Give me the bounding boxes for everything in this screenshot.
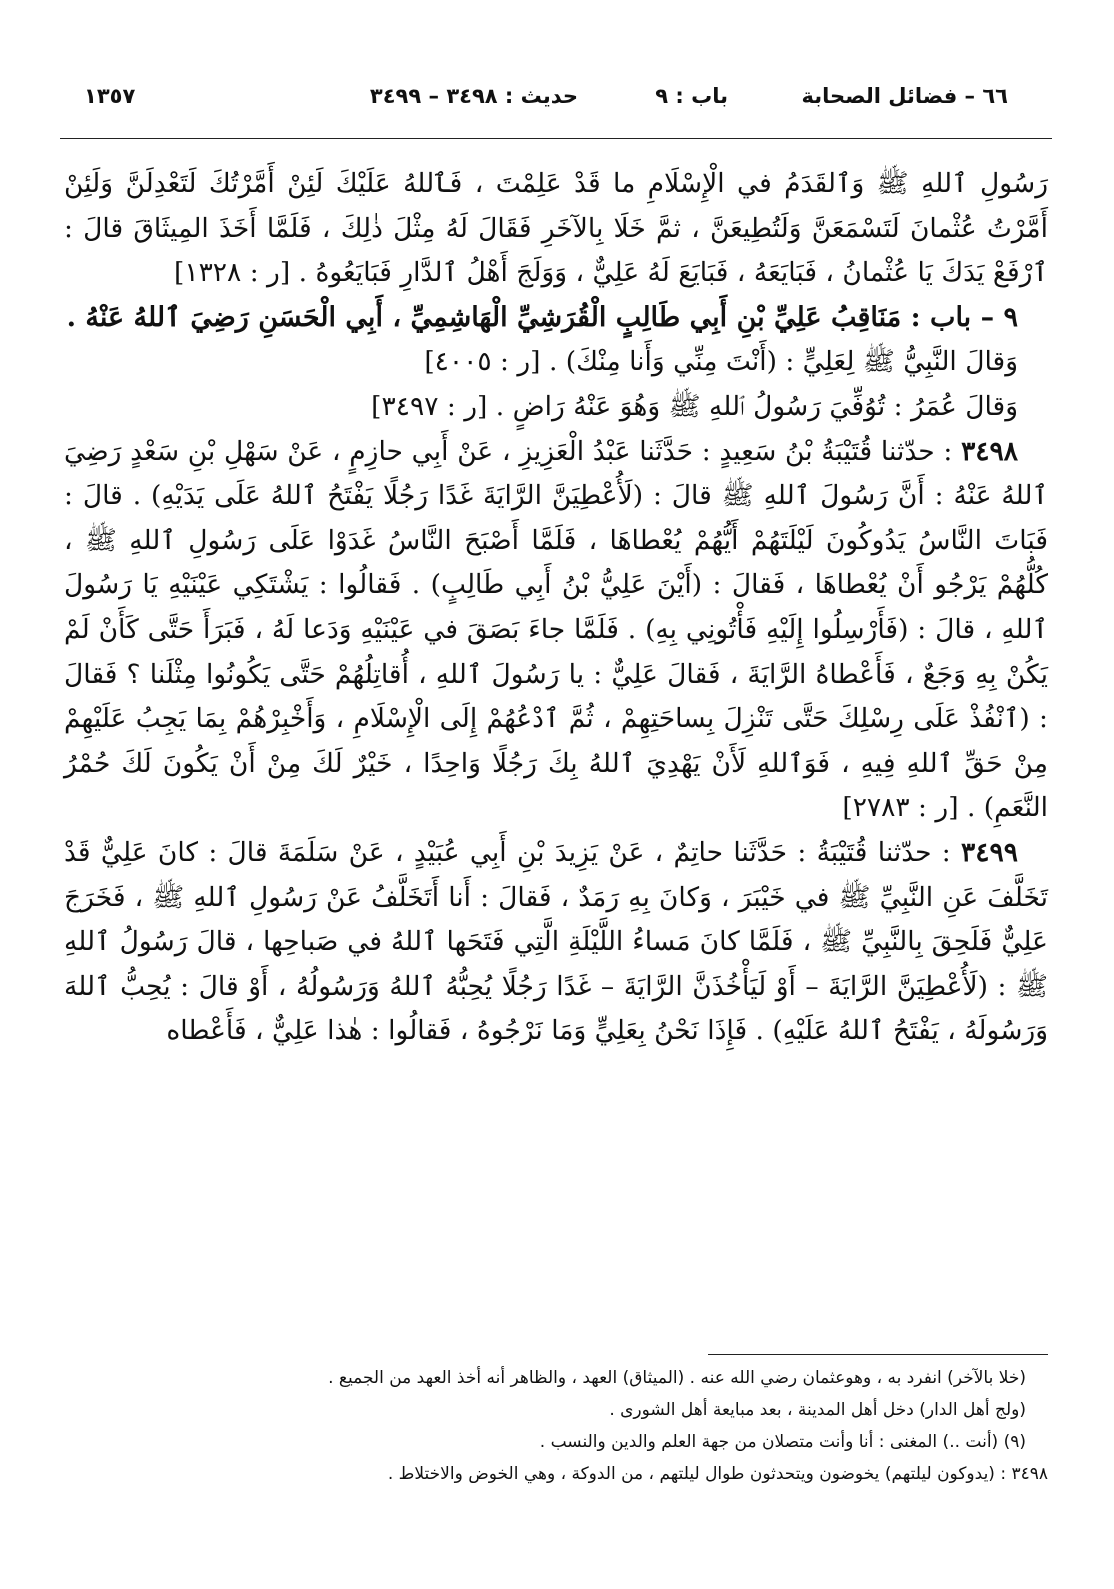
running-header xyxy=(64,80,1048,118)
quote-line: وَقالَ النَّبِيُّ ﷺ لِعَلِيٍّ : (أَنْتَ مِنِّي وَأَنا مِنْكَ) . [ر : ٤٠٠٥] xyxy=(424,346,1018,378)
footnotes xyxy=(64,1362,1048,1490)
footnote: (ولج أهل الدار) دخل أهل المدينة ، بعد مبايعة أهل الشورى . xyxy=(609,1400,1026,1420)
page-number: ١٣٥٧ xyxy=(84,84,136,108)
footnote: (خلا بالآخر) انفرد به ، وهوعثمان رضي الله عنه . (الميثاق) العهد ، والظاهر أنه أخذ العهد من الجميع . xyxy=(328,1368,1026,1388)
continuation-paragraph: رَسُولِ ٱللهِ ﷺ وَٱلقَدَمُ في الْإِسْلَامِ ما قَدْ عَلِمْتَ ، فَٱللهُ عَلَيْكَ لَئِنْ أَمَّرْتُكَ لَتَعْدِلَنَّ وَلَئِنْ أَمَّرْتُ عُثْمانَ لَتَسْمَعَنَّ وَلَتُطِيعَنَّ ، ثمَّ خَلَا بِالآخَرِ فَقَالَ لَهُ مِثْلَ ذٰلِكَ ، فَلَمَّا أَخَذَ المِيثَاقَ قالَ : ٱرْفَعْ يَدَكَ يَا عُثْمانُ ، فَبَايَعَهُ ، فَبَايَعَ لَهُ عَلِيٌّ ، وَوَلَجَ أَهْلُ ٱلدَّارِ فَبَايَعُوهُ . [ر : ١٣٢٨] xyxy=(64,168,1048,289)
footnote: (٩) (أنت ..) المغنى : أنا وأنت متصلان من جهة العلم والدين والنسب . xyxy=(539,1432,1026,1452)
hadith-3498 xyxy=(64,430,1048,831)
footnote: ٣٤٩٨ : (يدوكون ليلتهم) يخوضون ويتحدثون طوال ليلتهم ، من الدوكة ، وهي الخوض والاختلاط . xyxy=(387,1464,1048,1484)
header-chapter-title: ٦٦ – فضائل الصحابة xyxy=(801,84,1008,108)
quote-line: وَقالَ عُمَرُ : تُوُفِّيَ رَسُولُ ٱللهِ ﷺ وَهُوَ عَنْهُ رَاضٍ . [ر : ٣٤٩٧] xyxy=(371,390,1018,422)
header-hadith-range: حديث : ٣٤٩٨ – ٣٤٩٩ xyxy=(369,84,578,108)
header-bab-number: باب : ٩ xyxy=(655,84,728,108)
hadith-text: : حدّثنا قُتَيْبَةُ : حَدَّثَنا حاتِمٌ ، عَنْ يَزِيدَ بْنِ أَبِي عُبَيْدٍ ، عَنْ سَلَمَةَ قالَ : كانَ عَلِيٌّ قَدْ تَخَلَّفَ عَنِ النَّبِيِّ ﷺ في خَيْبَرَ ، وَكانَ بِهِ رَمَدٌ ، فَقالَ : أَنا أَتَخَلَّفُ عَنْ رَسُولِ ٱللهِ ﷺ ، فَخَرَجَ عَلِيٌّ فَلَحِقَ بِالنَّبِيِّ ﷺ ، فَلَمَّا كانَ مَساءُ اللَّيْلَةِ الَّتِي فَتَحَها ٱللهُ في صَباحِها ، قالَ رَسُولُ ٱللهِ ﷺ : (لَأُعْطِيَنَّ الرَّايَةَ – أَوْ لَيَأْخُذَنَّ الرَّايَةَ – غَدًا رَجُلًا يُحِبُّهُ ٱللهُ وَرَسُولُهُ ، أَوْ قالَ : يُحِبُّ ٱللهَ وَرَسُولَهُ ، يَفْتَحُ ٱللهُ عَلَيْهِ) . فَإِذَا نَحْنُ بِعَلِيٍّ وَمَا نَرْجُوهُ ، فَقالُوا : هٰذا عَلِيٌّ ، فَأَعْطاه xyxy=(64,836,1048,1047)
hadith-number: ٣٤٩٨ xyxy=(961,435,1018,467)
hadith-number: ٣٤٩٩ xyxy=(961,836,1018,868)
main-text xyxy=(64,162,1048,1054)
chapter-title: ٩ – باب : مَنَاقِبُ عَلِيِّ بْنِ أَبِي طَالِبٍ الْقُرَشِيِّ الْهَاشِمِيِّ ، أَبِي الْحَسَنِ رَضِيَ ٱللهُ عَنْهُ . xyxy=(66,301,1018,333)
footnote-divider xyxy=(708,1354,1048,1355)
header-divider xyxy=(60,138,1052,139)
hadith-3499 xyxy=(64,831,1048,1054)
hadith-text: : حدّثنا قُتَيْبَةُ بْنُ سَعِيدٍ : حَدَّثَنا عَبْدُ الْعَزِيزِ ، عَنْ أَبِي حازِمٍ ، عَنْ سَهْلِ بْنِ سَعْدٍ رَضِيَ ٱللهُ عَنْهُ : أَنَّ رَسُولَ ٱللهِ ﷺ قالَ : (لَأُعْطِيَنَّ الرَّايَةَ غَدًا رَجُلًا يَفْتَحُ ٱللهُ عَلَى يَدَيْهِ) . قالَ : فَبَاتَ النَّاسُ يَدُوكُونَ لَيْلَتَهُمْ أَيُّهُمْ يُعْطاهَا ، فَلَمَّا أَصْبَحَ النَّاسُ غَدَوْا عَلَى رَسُولِ ٱللهِ ﷺ ، كُلُّهُمْ يَرْجُو أَنْ يُعْطاهَا ، فَقالَ : (أَيْنَ عَلِيُّ بْنُ أَبِي طَالِبٍ) . فَقالُوا : يَشْتَكِي عَيْنَيْهِ يَا رَسُولَ ٱللهِ ، قالَ : (فَأَرْسِلُوا إِلَيْهِ فَأْتُونِي بِهِ) . فَلَمَّا جاءَ بَصَقَ في عَيْنَيْهِ وَدَعا لَهُ ، فَبَرَأَ حَتَّى كَأَنْ لَمْ يَكُنْ بِهِ وَجَعٌ ، فَأَعْطاهُ الرَّايَةَ ، فَقالَ عَلِيٌّ : يا رَسُولَ ٱللهِ ، أُقاتِلُهُمْ حَتَّى يَكُونُوا مِثْلَنا ؟ فَقالَ : (ٱنْفُذْ عَلَى رِسْلِكَ حَتَّى تَنْزِلَ بِساحَتِهِمْ ، ثُمَّ ٱدْعُهُمْ إِلَى الْإِسْلَامِ ، وَأَخْبِرْهُمْ بِمَا يَجِبُ عَلَيْهِمْ مِنْ حَقِّ ٱللهِ فِيهِ ، فَوَٱللهِ لَأَنْ يَهْدِيَ ٱللهُ بِكَ رَجُلًا وَاحِدًا ، خَيْرٌ لَكَ مِنْ أَنْ يَكُونَ لَكَ حُمْرُ النَّعَمِ) . [ر : ٢٧٨٣] xyxy=(64,435,1048,824)
